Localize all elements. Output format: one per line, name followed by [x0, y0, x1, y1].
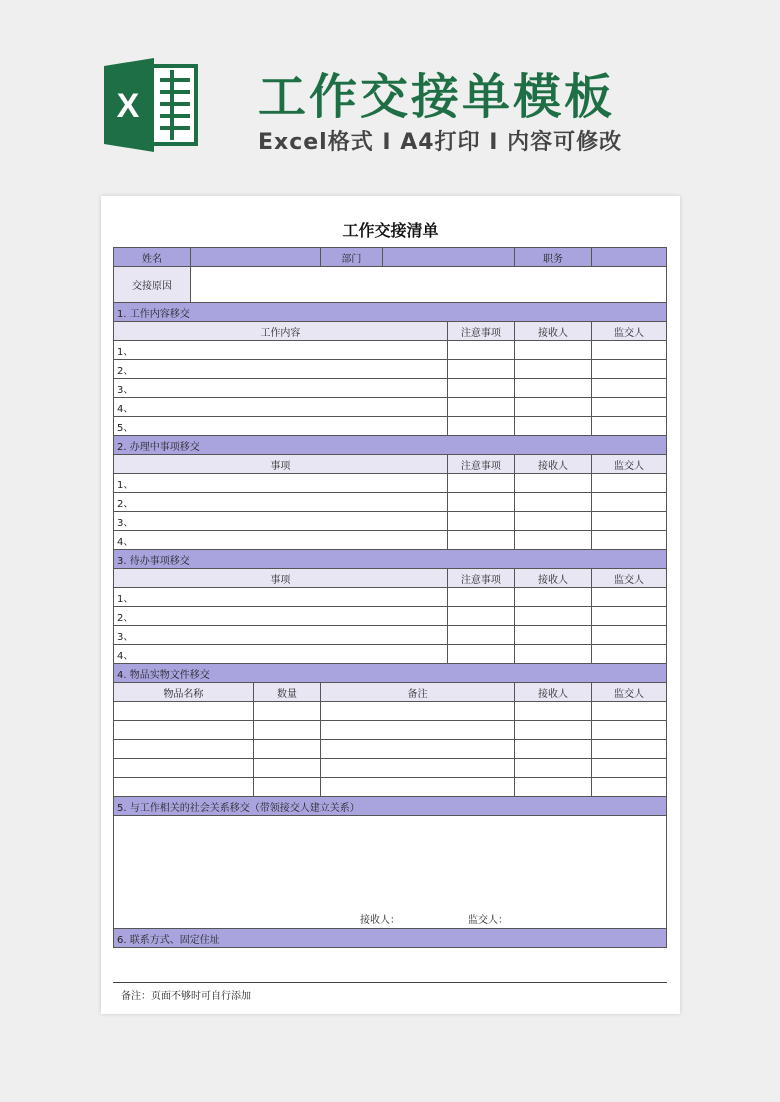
cell[interactable]: [514, 531, 591, 550]
table-row: [114, 645, 667, 664]
svg-text:X: X: [116, 87, 140, 125]
excel-logo-icon: [102, 56, 200, 154]
footer-divider: [113, 982, 667, 983]
label-position: 职务: [514, 248, 591, 267]
row-number[interactable]: 4、: [114, 645, 448, 664]
cell[interactable]: [447, 626, 514, 645]
info-row: [114, 248, 667, 267]
cell[interactable]: [592, 417, 667, 436]
document-title: 工作交接清单: [342, 221, 439, 240]
section-title-row: [114, 550, 667, 569]
cell[interactable]: [253, 721, 320, 740]
cell[interactable]: [253, 778, 320, 797]
cell[interactable]: [592, 531, 667, 550]
cell[interactable]: [592, 379, 667, 398]
cell[interactable]: [253, 702, 320, 721]
cell[interactable]: [321, 702, 515, 721]
cell[interactable]: [514, 759, 591, 778]
cell[interactable]: [447, 493, 514, 512]
section-5-title: 5. 与工作相关的社会关系移交（带领接交人建立关系）: [114, 797, 667, 816]
col-header: 注意事项: [447, 569, 514, 588]
cell[interactable]: [514, 493, 591, 512]
row-number[interactable]: 2、: [114, 360, 448, 379]
cell[interactable]: [447, 607, 514, 626]
cell[interactable]: [321, 759, 515, 778]
cell[interactable]: [514, 778, 591, 797]
section-title-row: [114, 436, 667, 455]
cell[interactable]: [514, 626, 591, 645]
footer-note: 备注：页面不够时可自行添加: [121, 991, 251, 1002]
col-header: 接收人: [514, 683, 591, 702]
table-row: [114, 759, 667, 778]
cell[interactable]: [514, 379, 591, 398]
cell[interactable]: [447, 398, 514, 417]
col-header: 监交人: [592, 455, 667, 474]
relations-area[interactable]: [114, 816, 667, 929]
cell[interactable]: [447, 588, 514, 607]
cell[interactable]: [514, 417, 591, 436]
row-number[interactable]: 3、: [114, 512, 448, 531]
row-number[interactable]: 4、: [114, 531, 448, 550]
table-row: [114, 379, 667, 398]
row-number[interactable]: 1、: [114, 474, 448, 493]
cell[interactable]: [114, 721, 254, 740]
cell[interactable]: [514, 740, 591, 759]
cell[interactable]: [592, 398, 667, 417]
table-row: [114, 493, 667, 512]
section-6-title: 6. 联系方式、固定住址: [114, 929, 667, 948]
cell[interactable]: [592, 626, 667, 645]
cell[interactable]: [447, 379, 514, 398]
table-row: [114, 588, 667, 607]
banner: [0, 0, 780, 190]
col-header: 事项: [114, 455, 448, 474]
table-row: [114, 721, 667, 740]
table-row: [114, 626, 667, 645]
label-dept: 部门: [321, 248, 383, 267]
cell[interactable]: [592, 588, 667, 607]
cell[interactable]: [447, 474, 514, 493]
cell[interactable]: [514, 645, 591, 664]
col-header: 注意事项: [447, 322, 514, 341]
cell[interactable]: [514, 341, 591, 360]
table-row: [114, 512, 667, 531]
col-header: 监交人: [592, 569, 667, 588]
col-header: 备注: [321, 683, 515, 702]
cell[interactable]: [447, 341, 514, 360]
row-number[interactable]: 5、: [114, 417, 448, 436]
cell[interactable]: [592, 474, 667, 493]
section-2-title: 2. 办理中事项移交: [114, 436, 667, 455]
row-number[interactable]: 1、: [114, 341, 448, 360]
banner-title: 工作交接单模板: [258, 69, 616, 125]
section-title-row: [114, 664, 667, 683]
section-title-row: [114, 797, 667, 816]
table-row: [114, 702, 667, 721]
cell[interactable]: [592, 759, 667, 778]
cell[interactable]: [447, 512, 514, 531]
cell[interactable]: [514, 607, 591, 626]
cell[interactable]: [592, 702, 667, 721]
cell[interactable]: [447, 531, 514, 550]
cell[interactable]: [321, 778, 515, 797]
cell[interactable]: [114, 702, 254, 721]
cell[interactable]: [321, 740, 515, 759]
column-header-row: [114, 455, 667, 474]
column-header-row: [114, 683, 667, 702]
cell[interactable]: [253, 759, 320, 778]
table-row: [114, 341, 667, 360]
name-field[interactable]: [191, 248, 321, 267]
cell[interactable]: [592, 740, 667, 759]
cell[interactable]: [592, 778, 667, 797]
form-sheet: [101, 196, 680, 1014]
cell[interactable]: [514, 512, 591, 531]
col-header: 接收人: [514, 455, 591, 474]
table-row: [114, 360, 667, 379]
col-header: 注意事项: [447, 455, 514, 474]
cell[interactable]: [514, 721, 591, 740]
section-title-row: [114, 929, 667, 948]
reason-field[interactable]: [191, 267, 667, 303]
row-number[interactable]: 2、: [114, 607, 448, 626]
table-row: [114, 607, 667, 626]
cell[interactable]: [592, 493, 667, 512]
cell[interactable]: [592, 607, 667, 626]
col-header: 工作内容: [114, 322, 448, 341]
banner-subtitle: Excel格式 I A4打印 I 内容可修改: [258, 130, 623, 155]
receiver-label: 接收人：: [360, 915, 400, 926]
reason-row: [114, 267, 667, 303]
col-header: 物品名称: [114, 683, 254, 702]
col-header: 接收人: [514, 322, 591, 341]
table-row: [114, 531, 667, 550]
cell[interactable]: [447, 417, 514, 436]
table-row: [114, 398, 667, 417]
table-row: [114, 740, 667, 759]
cell[interactable]: [592, 512, 667, 531]
col-header: 数量: [253, 683, 320, 702]
col-header: 监交人: [592, 683, 667, 702]
section-4-title: 4. 物品实物文件移交: [114, 664, 667, 683]
supervisor-label: 监交人：: [468, 915, 508, 926]
table-row: [114, 474, 667, 493]
row-number[interactable]: 2、: [114, 493, 448, 512]
column-header-row: [114, 322, 667, 341]
row-number[interactable]: 3、: [114, 626, 448, 645]
column-header-row: [114, 569, 667, 588]
section-3-title: 3. 待办事项移交: [114, 550, 667, 569]
label-name: 姓名: [114, 248, 191, 267]
cell[interactable]: [514, 474, 591, 493]
cell[interactable]: [114, 778, 254, 797]
cell[interactable]: [447, 360, 514, 379]
cell[interactable]: [114, 740, 254, 759]
cell[interactable]: [114, 759, 254, 778]
cell[interactable]: [253, 740, 320, 759]
relations-area-row: [114, 816, 667, 929]
cell[interactable]: [592, 645, 667, 664]
handover-form: [113, 247, 667, 948]
col-header: 接收人: [514, 569, 591, 588]
label-reason: 交接原因: [114, 267, 191, 303]
cell[interactable]: [514, 398, 591, 417]
cell[interactable]: [592, 341, 667, 360]
col-header: 监交人: [592, 322, 667, 341]
cell[interactable]: [592, 721, 667, 740]
position-field[interactable]: [592, 248, 667, 267]
dept-field[interactable]: [382, 248, 514, 267]
section-1-title: 1. 工作内容移交: [114, 303, 667, 322]
row-number[interactable]: 4、: [114, 398, 448, 417]
cell[interactable]: [447, 645, 514, 664]
cell[interactable]: [514, 588, 591, 607]
cell[interactable]: [514, 360, 591, 379]
col-header: 事项: [114, 569, 448, 588]
table-row: [114, 417, 667, 436]
row-number[interactable]: 1、: [114, 588, 448, 607]
section-title-row: [114, 303, 667, 322]
cell[interactable]: [321, 721, 515, 740]
row-number[interactable]: 3、: [114, 379, 448, 398]
cell[interactable]: [514, 702, 591, 721]
cell[interactable]: [592, 360, 667, 379]
table-row: [114, 778, 667, 797]
